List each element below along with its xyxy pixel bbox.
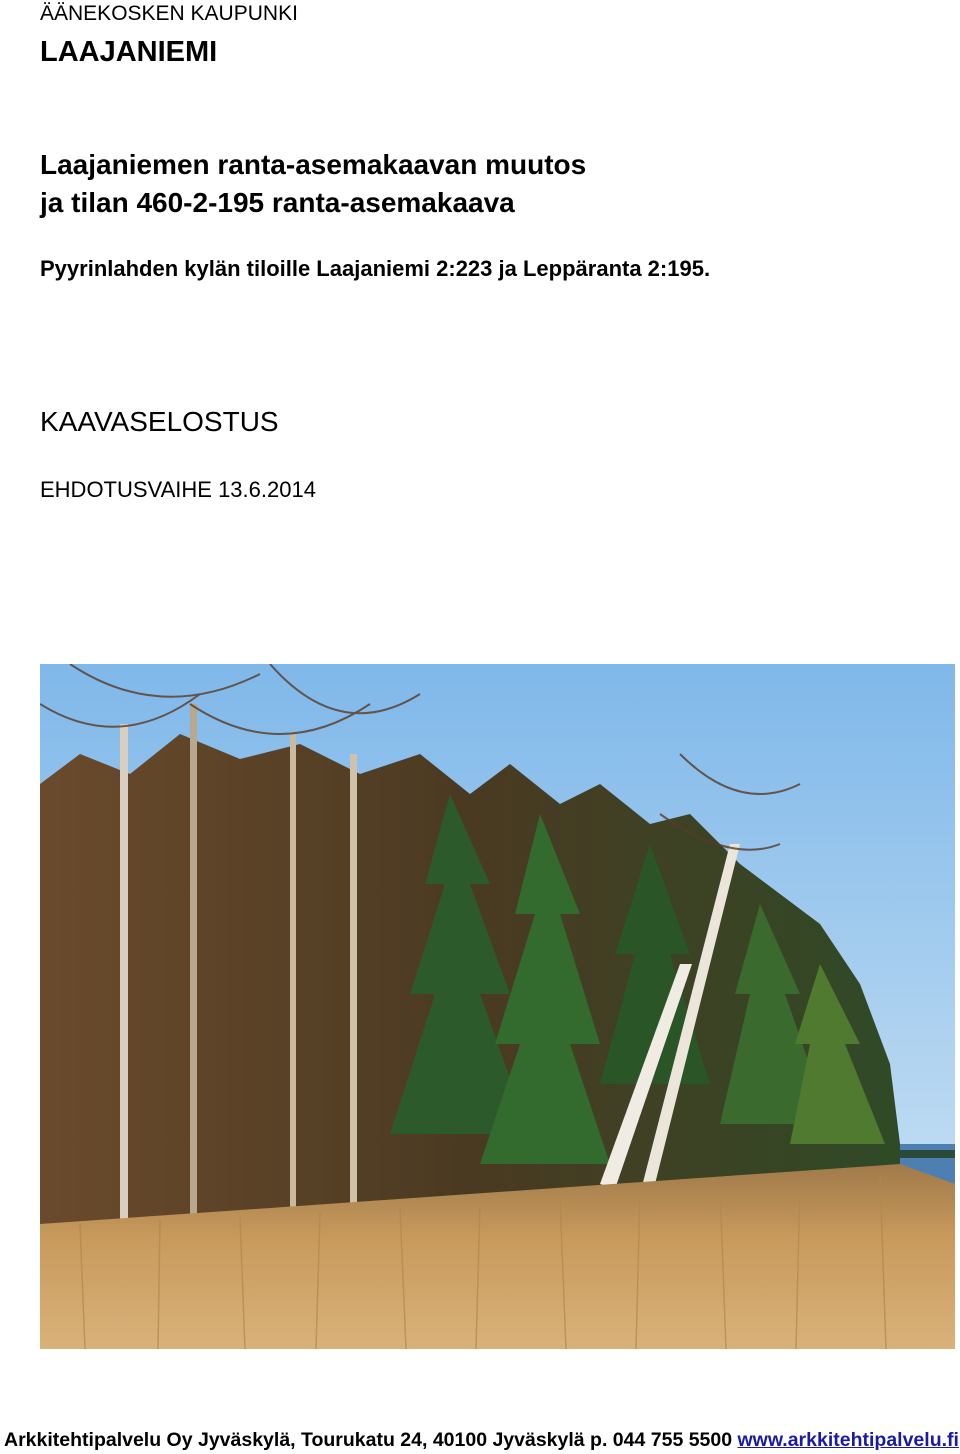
cover-photo	[40, 664, 955, 1349]
footer-company: Arkkitehtipalvelu Oy Jyväskylä, Tourukatu 24, 40100 Jyväskylä p. 044 755 5500	[4, 1429, 733, 1451]
document-title: LAAJANIEMI	[40, 36, 218, 68]
phase-date: EHDOTUSVAIHE 13.6.2014	[40, 477, 316, 502]
municipality-name: ÄÄNEKOSKEN KAUPUNKI	[40, 2, 298, 25]
plan-subtitle	[40, 146, 586, 222]
subtitle-line-2: ja tilan 460-2-195 ranta-asemakaava	[40, 187, 515, 218]
footer	[4, 1429, 959, 1452]
location-description: Pyyrinlahden kylän tiloille Laajaniemi 2:223 ja Leppäranta 2:195.	[40, 256, 711, 281]
footer-website-link[interactable]: www.arkkitehtipalvelu.fi	[737, 1429, 959, 1451]
subtitle-line-1: Laajaniemen ranta-asemakaavan muutos	[40, 149, 587, 180]
document-type: KAAVASELOSTUS	[40, 406, 279, 437]
